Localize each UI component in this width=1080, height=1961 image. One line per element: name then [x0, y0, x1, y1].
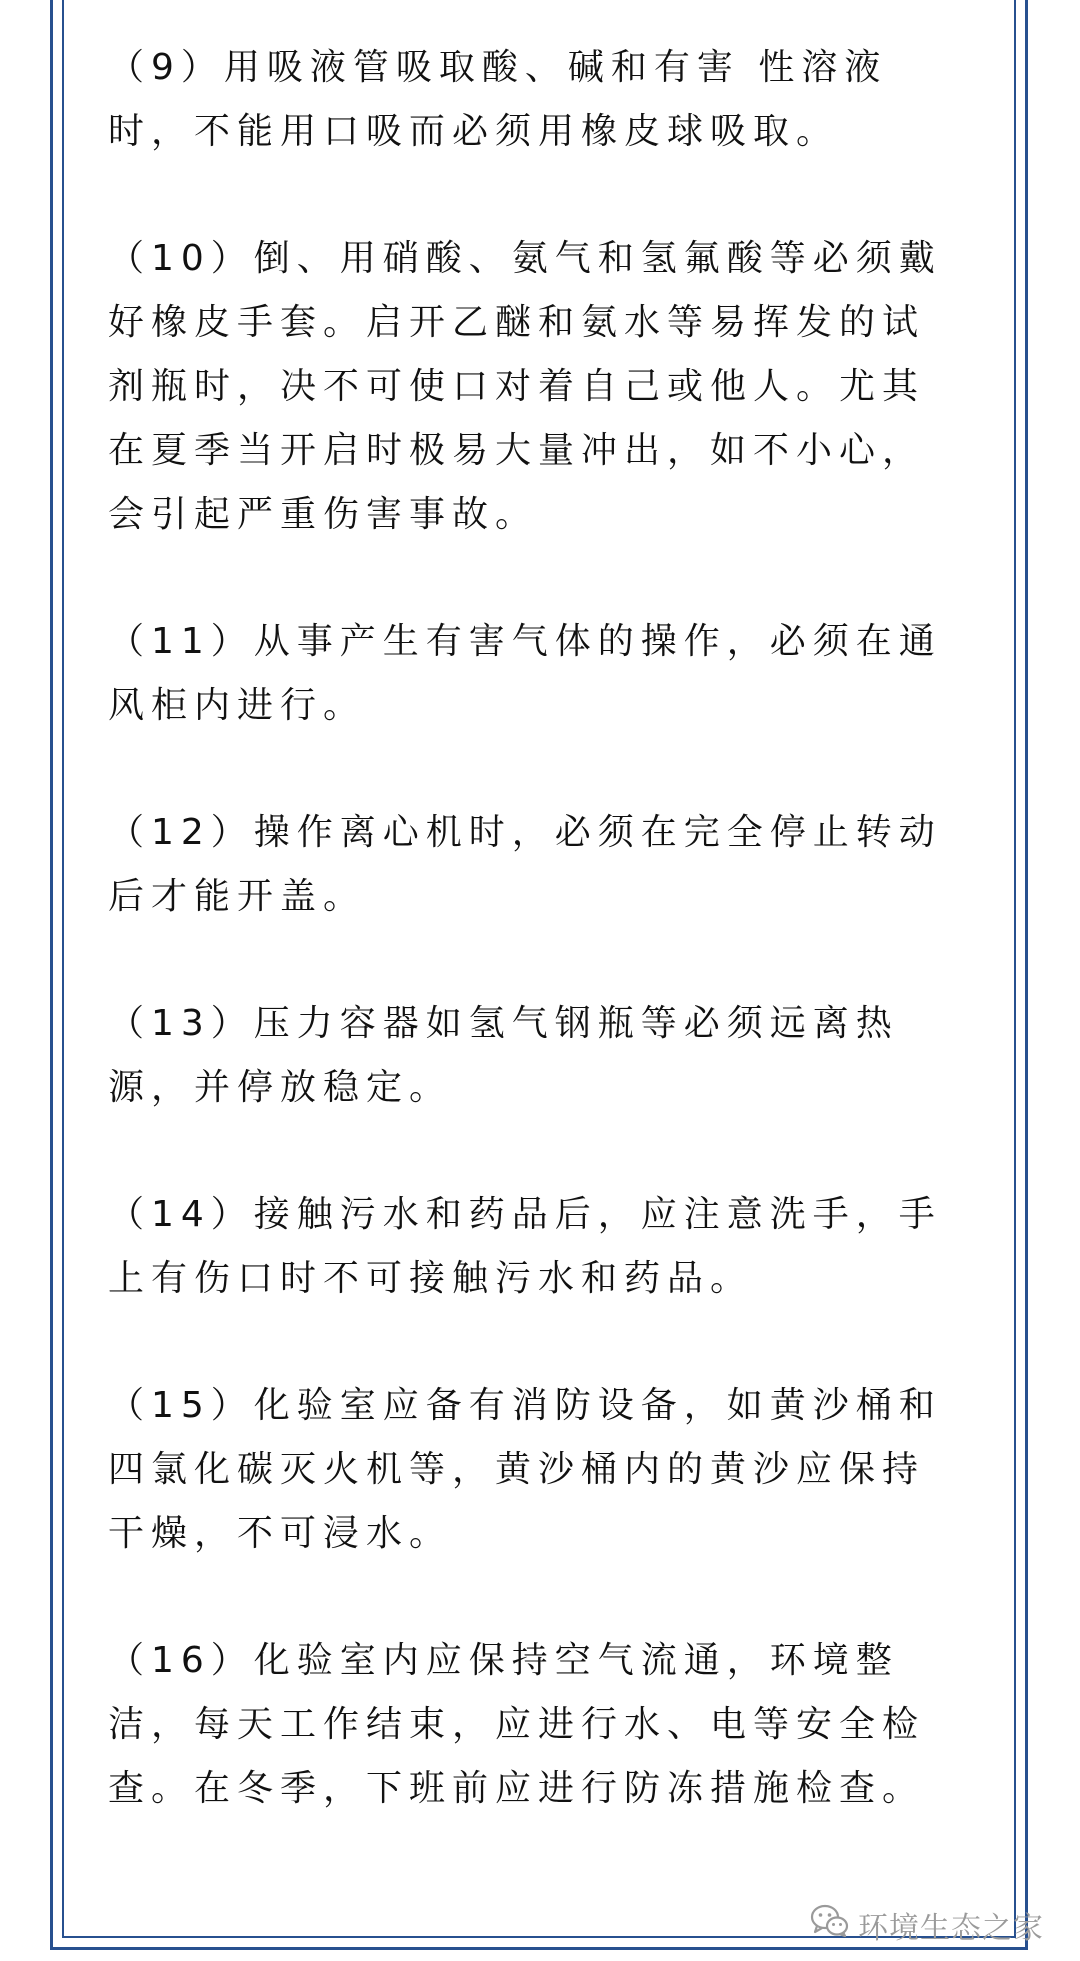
article-body [108, 36, 974, 1884]
rule-paragraph-13 [108, 992, 974, 1120]
text-line: 在夏季当开启时极易大量冲出，如不小心， [108, 430, 926, 471]
text-line: （9）用吸液管吸取酸、碱和有害 性溶液 [108, 47, 888, 88]
text-line: （11）从事产生有害气体的操作，必须在通 [108, 621, 942, 662]
text-line: 源，并停放稳定。 [108, 1067, 453, 1108]
rule-paragraph-10 [108, 227, 974, 547]
text-line: 四氯化碳灭火机等，黄沙桶内的黄沙应保持 [108, 1449, 926, 1490]
text-line: 洁，每天工作结束，应进行水、电等安全检 [108, 1704, 926, 1745]
text-line: 后才能开盖。 [108, 876, 367, 917]
text-line: （14）接触污水和药品后，应注意洗手，手 [108, 1194, 942, 1235]
text-line: 干燥，不可浸水。 [108, 1513, 453, 1554]
text-line: 剂瓶时，决不可使口对着自己或他人。尤其 [108, 366, 926, 407]
text-line: （12）操作离心机时，必须在完全停止转动 [108, 812, 942, 853]
wechat-icon [810, 1904, 850, 1946]
rule-paragraph-14 [108, 1183, 974, 1311]
text-line: （16）化验室内应保持空气流通，环境整 [108, 1640, 899, 1681]
text-line: 上有伤口时不可接触污水和药品。 [108, 1258, 754, 1299]
rule-paragraph-11 [108, 610, 974, 738]
text-line: （10）倒、用硝酸、氨气和氢氟酸等必须戴 [108, 238, 942, 279]
rule-paragraph-15 [108, 1374, 974, 1566]
watermark-text: 环境生态之家 [858, 1911, 1044, 1946]
text-line: 会引起严重伤害事故。 [108, 494, 539, 535]
text-line: （13）压力容器如氢气钢瓶等必须远离热 [108, 1003, 899, 1044]
text-line: 好橡皮手套。启开乙醚和氨水等易挥发的试 [108, 302, 926, 343]
rule-paragraph-9 [108, 36, 974, 164]
text-line: 时，不能用口吸而必须用橡皮球吸取。 [108, 111, 840, 152]
text-line: 查。在冬季，下班前应进行防冻措施检查。 [108, 1768, 926, 1809]
text-line: 风柜内进行。 [108, 685, 367, 726]
rule-paragraph-12 [108, 801, 974, 929]
account-watermark [810, 1903, 1044, 1947]
text-line: （15）化验室应备有消防设备，如黄沙桶和 [108, 1385, 942, 1426]
rule-paragraph-16 [108, 1629, 974, 1821]
